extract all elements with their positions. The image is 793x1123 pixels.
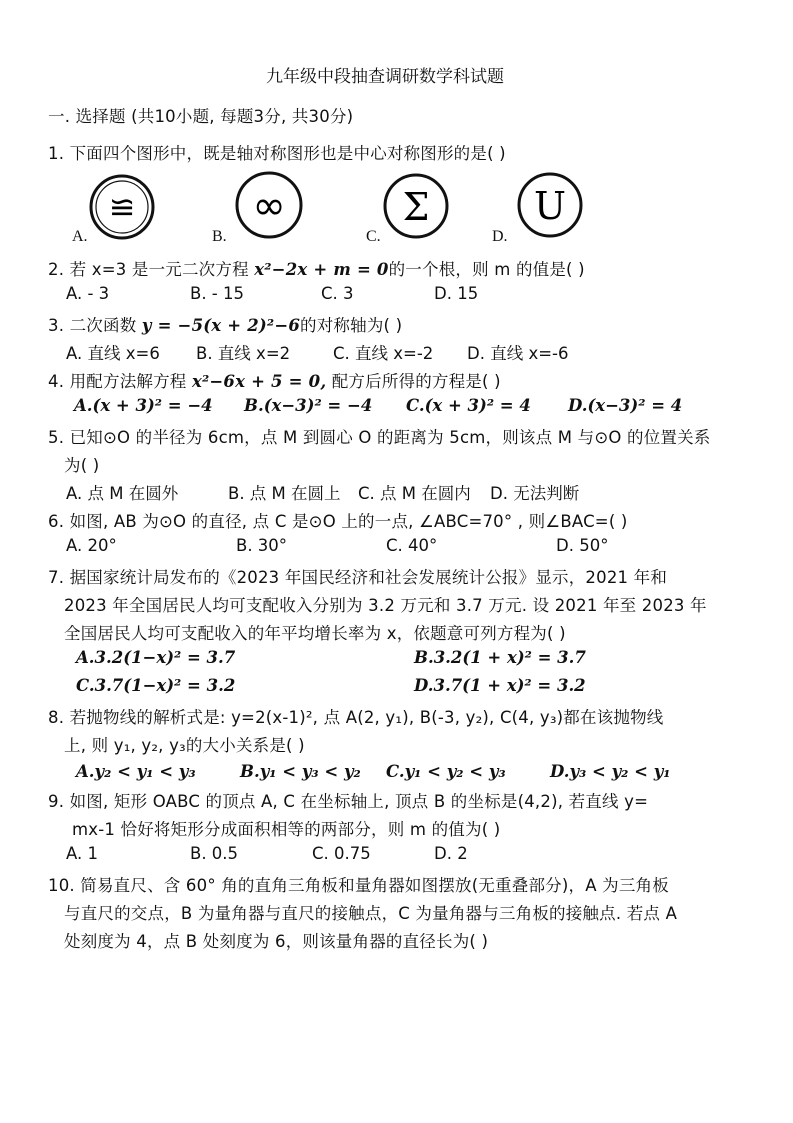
question-6-stem: 6. 如图, AB 为⊙O 的直径, 点 C 是⊙O 上的一点, ∠ABC=70° , 则∠BAC=( )	[48, 512, 628, 531]
question-9-option-d: D. 2	[434, 844, 468, 863]
question-8-stem-line-1: 8. 若抛物线的解析式是: y=2(x-1)², 点 A(2, y₁), B(-3, y₂), C(4, y₃)都在该抛物线	[48, 708, 664, 727]
figure-a-congruent-symbol	[88, 173, 156, 241]
question-5-stem-line-1: 5. 已知⊙O 的半径为 6cm，点 M 到圆心 O 的距离为 5cm，则该点 M 与⊙O 的位置关系	[48, 428, 711, 447]
question-8-stem-line-2: 上, 则 y₁, y₂, y₃的大小关系是( )	[64, 736, 305, 755]
infinity-glyph: ∞	[252, 183, 286, 229]
question-6-option-a: A. 20°	[66, 536, 117, 555]
question-5-option-b: B. 点 M 在圆上	[228, 484, 341, 503]
question-7-option-d: D.3.7(1 + x)² = 3.2	[414, 676, 586, 695]
page-title: 九年级中段抽查调研数学科试题	[266, 67, 504, 87]
question-10-stem-line-3: 处刻度为 4，点 B 处刻度为 6，则该量角器的直径长为( )	[64, 932, 489, 951]
question-9-option-b: B. 0.5	[190, 844, 239, 863]
question-10-stem-line-1: 10. 简易直尺、含 60° 角的直角三角板和量角器如图摆放(无重叠部分)，A 为三角板	[48, 876, 669, 895]
congruent-glyph: ≌	[108, 188, 136, 226]
question-3-option-c: C. 直线 x=-2	[333, 344, 434, 363]
question-2-option-c: C. 3	[321, 284, 354, 303]
question-3-text-post: 的对称轴为( )	[300, 316, 403, 335]
sigma-glyph: Σ	[402, 185, 430, 229]
question-5-option-a: A. 点 M 在圆外	[66, 484, 179, 503]
question-4-option-a: A.(x + 3)² = −4	[74, 396, 213, 415]
question-5-option-d: D. 无法判断	[490, 484, 580, 503]
question-2-equation: x²−2x + m = 0	[254, 260, 389, 279]
question-9-stem-line-2: mx-1 恰好将矩形分成面积相等的两部分，则 m 的值为( )	[72, 820, 501, 839]
question-3-option-d: D. 直线 x=-6	[467, 344, 569, 363]
question-3-text-pre: 3. 二次函数	[48, 316, 142, 335]
question-4-option-c: C.(x + 3)² = 4	[406, 396, 531, 415]
figure-c-sigma-symbol	[382, 172, 450, 240]
figure-d-u-symbol	[516, 171, 584, 239]
question-2-stem	[48, 256, 585, 280]
question-4-equation: x²−6x + 5 = 0,	[191, 372, 327, 391]
figure-b-label: B.	[212, 228, 227, 245]
question-3-option-b: B. 直线 x=2	[196, 344, 291, 363]
question-8-option-a: A.y₂ < y₁ < y₃	[76, 762, 196, 781]
u-glyph: U	[533, 184, 567, 228]
question-5-option-c: C. 点 M 在圆内	[358, 484, 471, 503]
question-2-option-d: D. 15	[434, 284, 479, 303]
question-7-option-b: B.3.2(1 + x)² = 3.7	[414, 648, 586, 667]
question-7-option-a: A.3.2(1−x)² = 3.7	[76, 648, 236, 667]
question-7-stem-line-1: 7. 据国家统计局发布的《2023 年国民经济和社会发展统计公报》显示，2021 年和	[48, 568, 668, 587]
section-heading: 一. 选择题 (共10小题, 每题3分, 共30分)	[48, 107, 354, 126]
question-7-stem-line-3: 全国居民人均可支配收入的年平均增长率为 x，依题意可列方程为( )	[64, 624, 566, 643]
question-9-option-c: C. 0.75	[312, 844, 371, 863]
question-7-option-c: C.3.7(1−x)² = 3.2	[76, 676, 236, 695]
question-6-option-d: D. 50°	[556, 536, 609, 555]
question-4-option-d: D.(x−3)² = 4	[568, 396, 683, 415]
figure-c-label: C.	[366, 228, 381, 245]
question-6-option-c: C. 40°	[386, 536, 438, 555]
question-8-option-c: C.y₁ < y₂ < y₃	[386, 762, 506, 781]
question-8-option-b: B.y₁ < y₃ < y₂	[240, 762, 361, 781]
question-6-option-b: B. 30°	[236, 536, 288, 555]
question-2-text-post: 的一个根，则 m 的值是( )	[388, 260, 585, 279]
question-4-option-b: B.(x−3)² = −4	[244, 396, 373, 415]
question-7-stem-line-2: 2023 年全国居民人均可支配收入分别为 3.2 万元和 3.7 万元. 设 2021 年至 2023 年	[64, 596, 707, 615]
question-2-option-b: B. - 15	[190, 284, 245, 303]
question-10-stem-line-2: 与直尺的交点，B 为量角器与直尺的接触点，C 为量角器与三角板的接触点. 若点 A	[64, 904, 678, 923]
question-1-stem: 1. 下面四个图形中，既是轴对称图形也是中心对称图形的是( )	[48, 144, 506, 163]
question-9-option-a: A. 1	[66, 844, 98, 863]
question-3-option-a: A. 直线 x=6	[66, 344, 160, 363]
question-5-stem-line-2: 为( )	[64, 456, 100, 475]
figure-b-infinity-symbol	[234, 170, 304, 240]
question-4-text-post: 配方后所得的方程是( )	[326, 372, 501, 391]
question-8-option-d: D.y₃ < y₂ < y₁	[550, 762, 671, 781]
question-2-option-a: A. - 3	[66, 284, 110, 303]
figure-a-label: A.	[72, 228, 88, 245]
question-3-function: y = −5(x + 2)²−6	[141, 316, 301, 335]
question-4-stem	[48, 368, 501, 392]
question-4-text-pre: 4. 用配方法解方程	[48, 372, 192, 391]
question-9-stem-line-1: 9. 如图, 矩形 OABC 的顶点 A, C 在坐标轴上, 顶点 B 的坐标是(4,2), 若直线 y=	[48, 792, 649, 811]
question-3-stem	[48, 312, 402, 336]
question-2-text-pre: 2. 若 x=3 是一元二次方程	[48, 260, 255, 279]
figure-d-label: D.	[492, 228, 508, 245]
